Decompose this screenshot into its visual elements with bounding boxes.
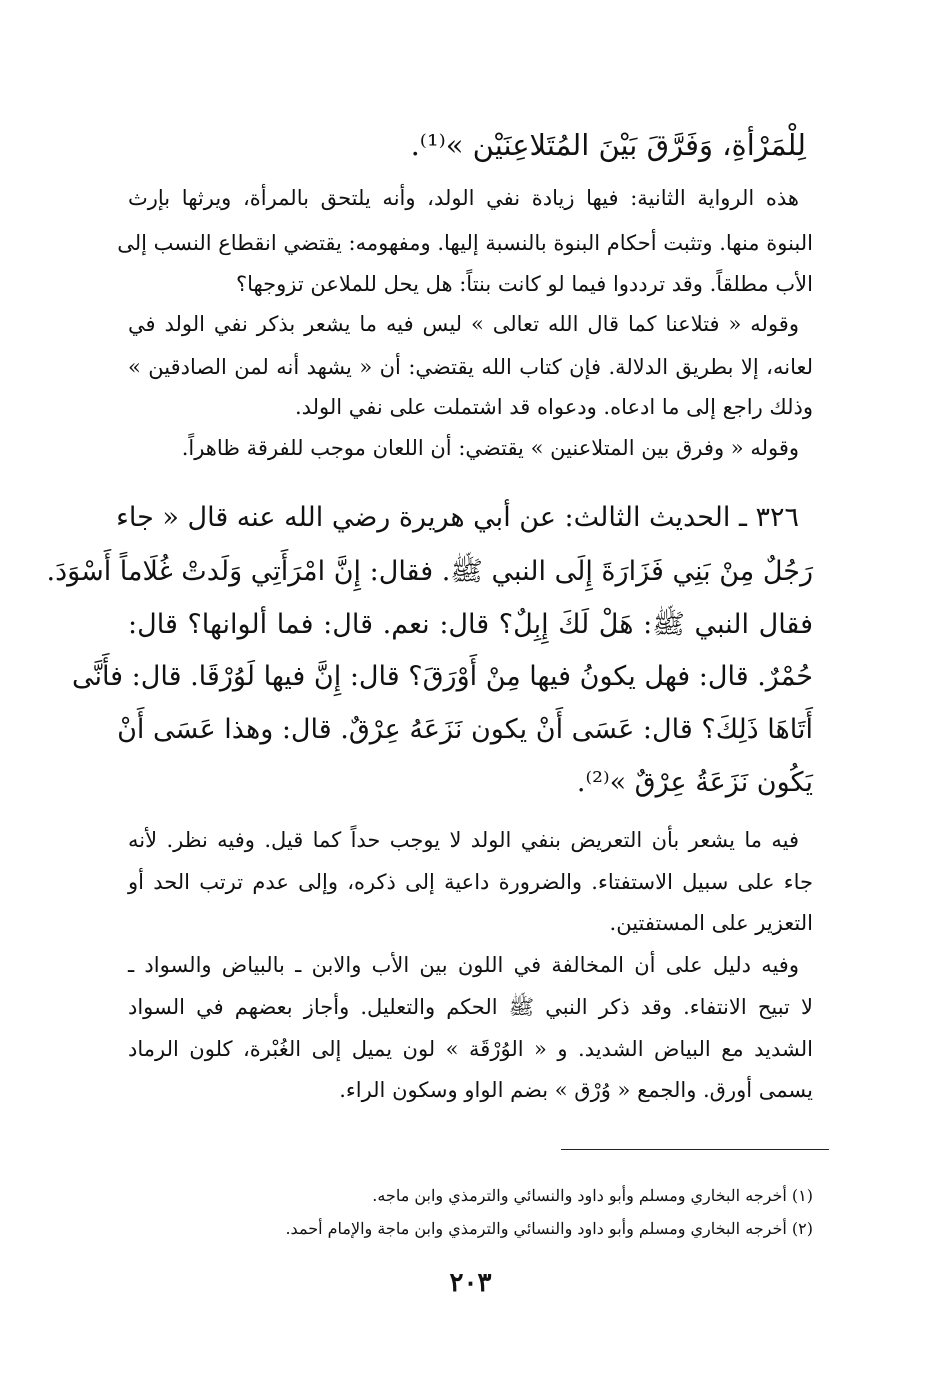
paragraph-4-line-1: فيه ما يشعر بأن التعريض بنفي الولد لا يوجب حداً كما قيل. وفيه نظر. لأنه [128, 828, 799, 852]
footnote-separator [561, 1149, 829, 1150]
hadith-line-1: ٣٢٦ ـ الحديث الثالث: عن أبي هريرة رضي الله عنه قال « جاء [116, 502, 799, 533]
paragraph-5-line-2: لا تبيح الانتفاء. وقد ذكر النبي ﷺ الحكم والتعليل. وأجاز بعضهم في السواد [128, 995, 813, 1019]
hadith-line-5: أَتَاهَا ذَلِكَ؟ قال: عَسَى أَنْ يكون نَزَعَهُ عِرْقٌ. قال: وهذا عَسَى أَنْ [117, 714, 813, 745]
paragraph-5-line-1: وفيه دليل على أن المخالفة في اللون بين الأب والابن ـ بالبياض والسواد ـ [128, 953, 799, 977]
paragraph-3-line-1: وقوله « وفرق بين المتلاعنين » يقتضي: أن اللعان موجب للفرقة ظاهراً. [181, 436, 799, 460]
quran-verse-line: لِلْمَرْأةِ، وَفَرَّقَ بَيْنَ المُتَلاعِنَيْن »⁽¹⁾. [410, 128, 806, 162]
hadith-line-6: يَكُون نَزَعَةُ عِرْقٌ »⁽²⁾. [576, 767, 813, 798]
hadith-line-4: حُمْرٌ. قال: فهل يكونُ فيها مِنْ أَوْرَقَ؟ قال: إِنَّ فيها لَوُرْقَا. قال: فأَنَّى [71, 661, 813, 692]
paragraph-1-line-2: البنوة منها. وتثبت أحكام البنوة بالنسبة إليها. ومفهومه: يقتضي انقطاع النسب إلى [117, 231, 813, 255]
paragraph-4-line-2: جاء على سبيل الاستفتاء. والضرورة داعية إلى ذكره، وإلى عدم ترتب الحد أو [128, 870, 813, 894]
paragraph-4-line-3: التعزير على المستفتين. [609, 911, 813, 935]
paragraph-2-line-1: وقوله « فتلاعنا كما قال الله تعالى » ليس فيه ما يشعر بذكر نفي الولد في [128, 312, 799, 336]
paragraph-5-line-3: الشديد مع البياض الشديد. و « الوُرْقَة » لون يميل إلى الغُبْرة، كلون الرماد [128, 1037, 813, 1061]
paragraph-1-line-3: الأب مطلقاً. وقد ترددوا فيما لو كانت بنتاً: هل يحل للملاعن تزوجها؟ [235, 272, 813, 296]
paragraph-1-line-1: هذه الرواية الثانية: فيها زيادة نفي الولد، وأنه يلتحق بالمرأة، ويرثها بإرث [128, 186, 799, 210]
page-number: ٢٠٣ [449, 1268, 492, 1298]
hadith-line-2: رَجُلٌ مِنْ بَنِي فَزَارَةَ إِلَى النبي ﷺ. فقال: إِنَّ امْرَأَتِي وَلَدتْ غُلَاماً أَسْوَدَ. [46, 556, 813, 587]
hadith-line-3: فقال النبي ﷺ: هَلْ لَكَ إِبِلٌ؟ قال: نعم. قال: فما ألوانها؟ قال: [128, 609, 813, 640]
paragraph-5-line-4: يسمى أورق. والجمع « وُرْق » بضم الواو وسكون الراء. [339, 1078, 813, 1102]
paragraph-2-line-2: لعانه، إلا بطريق الدلالة. فإن كتاب الله يقتضي: أن « يشهد أنه لمن الصادقين » [128, 355, 813, 379]
footnote-1: (١) أخرجه البخاري ومسلم وأبو داود والنسائي والترمذي وابن ماجه. [372, 1186, 813, 1205]
footnote-2: (٢) أخرجه البخاري ومسلم وأبو داود والنسائي والترمذي وابن ماجة والإمام أحمد. [285, 1219, 813, 1238]
paragraph-2-line-3: وذلك راجع إلى ما ادعاه. ودعواه قد اشتملت على نفي الولد. [294, 395, 813, 419]
